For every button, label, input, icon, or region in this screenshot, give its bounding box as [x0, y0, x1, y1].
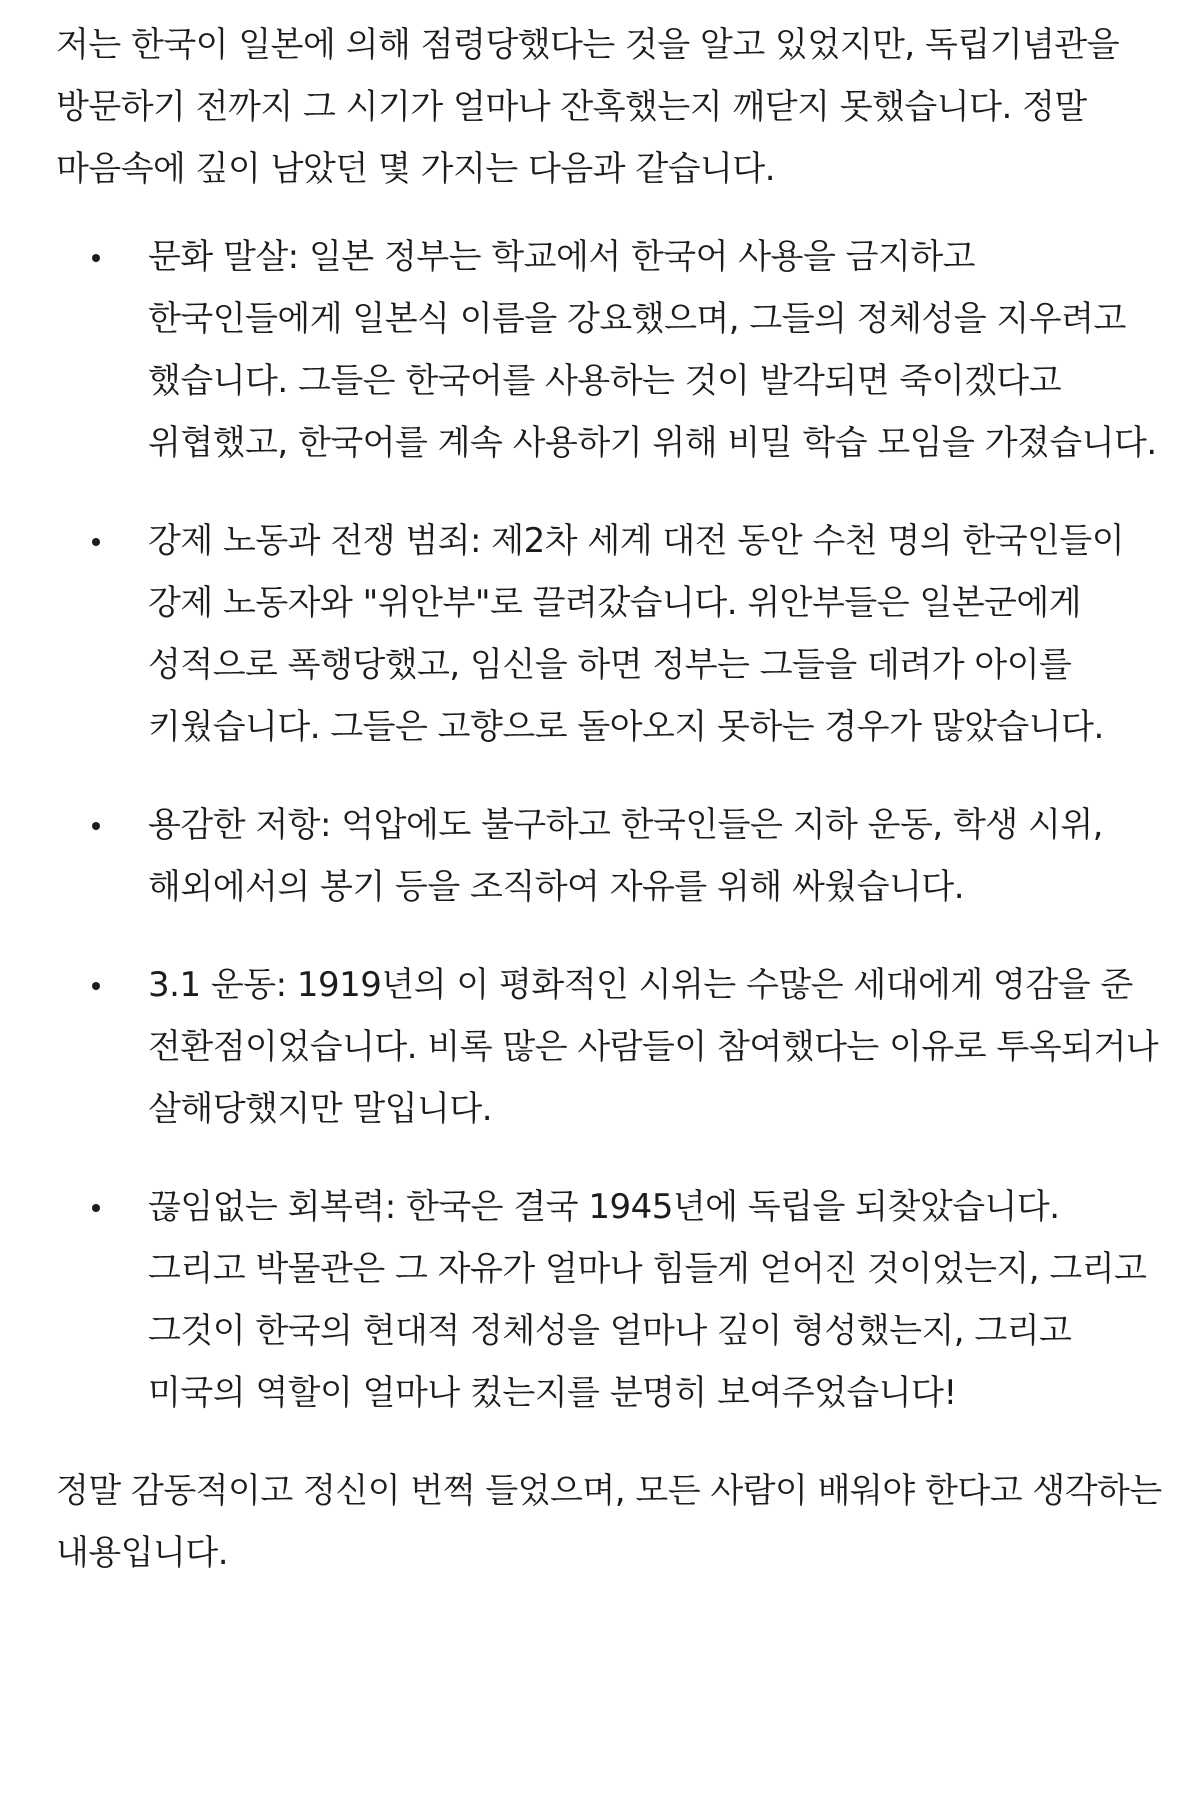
- list-item: [56, 794, 1166, 918]
- bullet-dot-icon: [92, 1204, 100, 1212]
- bullet-dot-icon: [92, 254, 100, 262]
- list-item-text: 끊임없는 회복력: 한국은 결국 1945년에 독립을 되찾았습니다. 그리고 박물관은 그 자유가 얼마나 힘들게 얻어진 것이었는지, 그리고 그것이 한국의 현대적 정체성을 얼마나 깊이 형성했는지, 그리고 미국의 역할이 얼마나 컸는지를 분명히 보여주었습니다!: [148, 1187, 1147, 1413]
- list-item-text: 용감한 저항: 억압에도 불구하고 한국인들은 지하 운동, 학생 시위, 해외에서의 봉기 등을 조직하여 자유를 위해 싸웠습니다.: [148, 805, 1103, 907]
- bullet-dot-icon: [92, 538, 100, 546]
- list-item-text: 강제 노동과 전쟁 범죄: 제2차 세계 대전 동안 수천 명의 한국인들이 강제 노동자와 "위안부"로 끌려갔습니다. 위안부들은 일본군에게 성적으로 폭행당했고, 임신을 하면 정부는 그들을 데려가 아이를 키웠습니다. 그들은 고향으로 돌아오지 못하는 경우가 많았습니다.: [148, 521, 1125, 747]
- outro-paragraph: 정말 감동적이고 정신이 번쩍 들었으며, 모든 사람이 배워야 한다고 생각하는 내용입니다.: [56, 1471, 1162, 1573]
- bullet-dot-icon: [92, 822, 100, 830]
- intro-paragraph: 저는 한국이 일본에 의해 점령당했다는 것을 알고 있었지만, 독립기념관을 방문하기 전까지 그 시기가 얼마나 잔혹했는지 깨닫지 못했습니다. 정말 마음속에 깊이 남았던 몇 가지는 다음과 같습니다.: [56, 25, 1120, 189]
- list-item: [56, 1176, 1166, 1424]
- list-item: [56, 510, 1166, 758]
- message-content: [56, 14, 1166, 1584]
- list-item-text: 문화 말살: 일본 정부는 학교에서 한국어 사용을 금지하고 한국인들에게 일본식 이름을 강요했으며, 그들의 정체성을 지우려고 했습니다. 그들은 한국어를 사용하는 것이 발각되면 죽이겠다고 위협했고, 한국어를 계속 사용하기 위해 비밀 학습 모임을 가졌습니다.: [148, 237, 1157, 463]
- bullet-list: [56, 226, 1166, 1424]
- list-item: [56, 226, 1166, 474]
- list-item: [56, 954, 1166, 1140]
- list-item-text: 3.1 운동: 1919년의 이 평화적인 시위는 수많은 세대에게 영감을 준 전환점이었습니다. 비록 많은 사람들이 참여했다는 이유로 투옥되거나 살해당했지만 말입니다.: [148, 965, 1159, 1129]
- bullet-dot-icon: [92, 982, 100, 990]
